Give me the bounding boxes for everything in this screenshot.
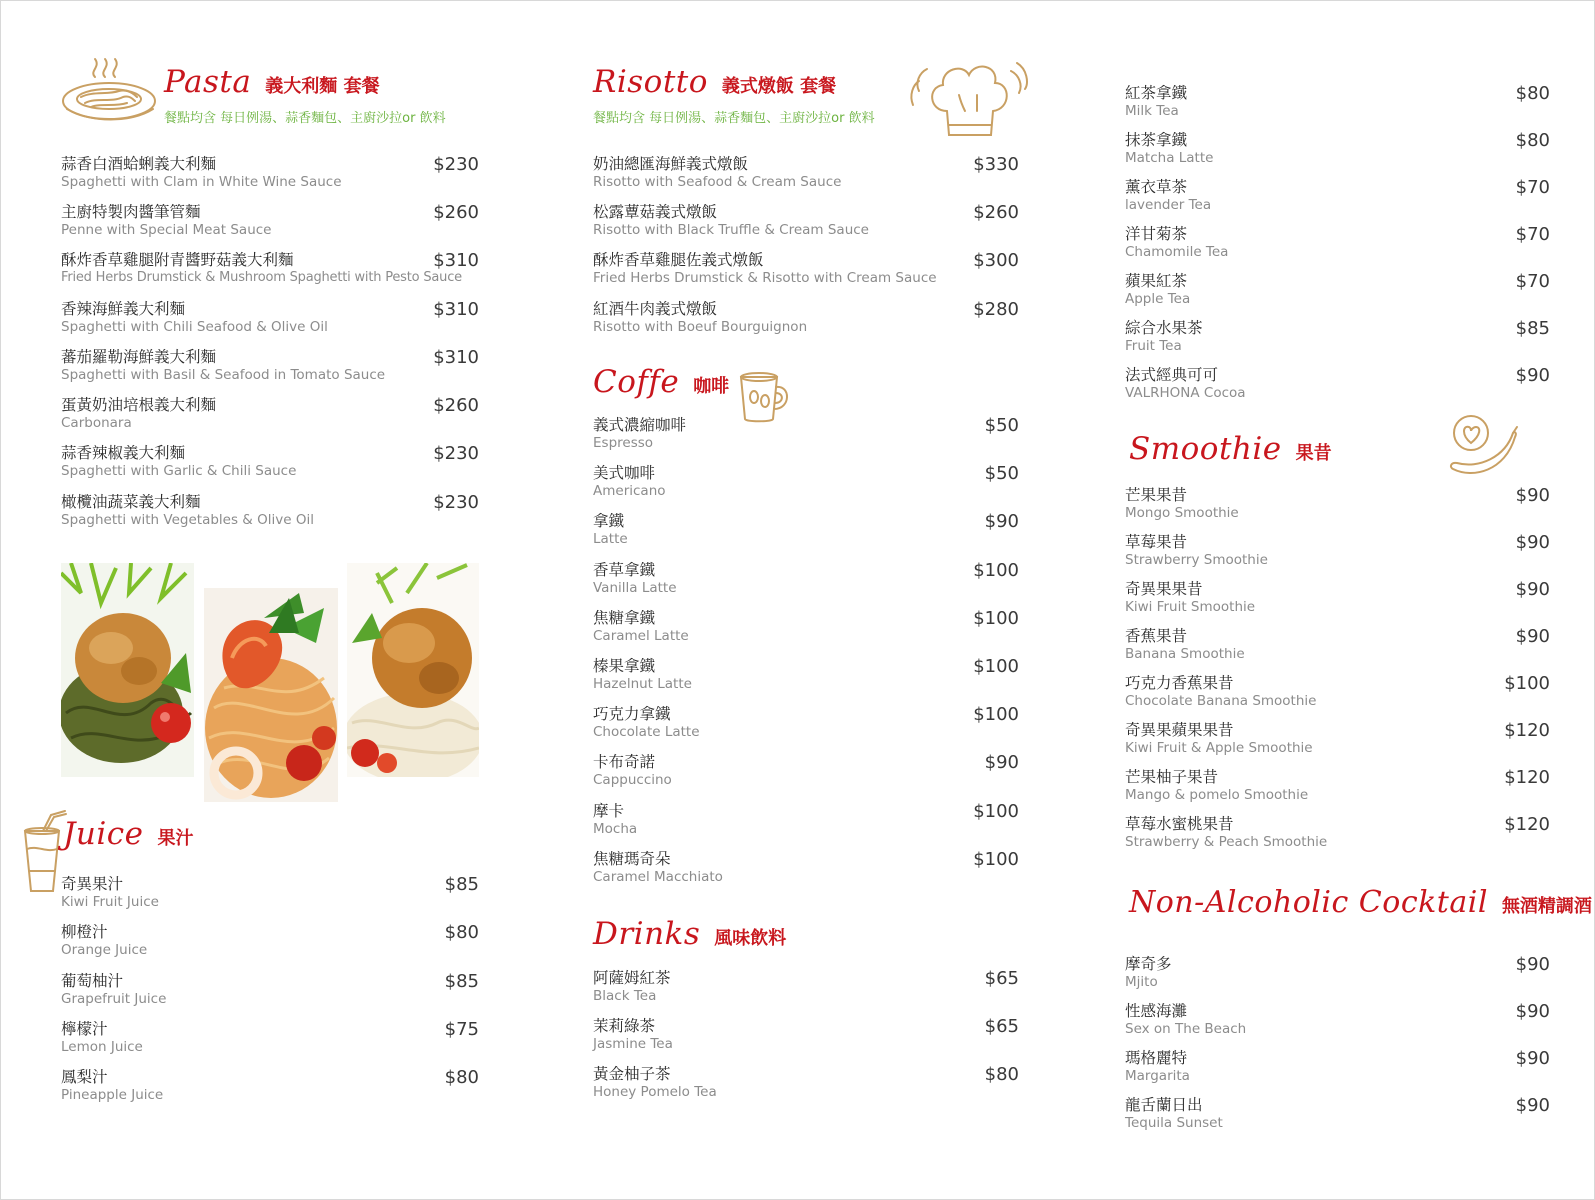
- item-price: $65: [984, 968, 1019, 989]
- menu-item: [61, 1067, 479, 1107]
- item-name-zh: 葡萄柚汁: [61, 972, 124, 990]
- pasta-title-script: Pasta: [164, 64, 252, 100]
- item-price: $230: [433, 492, 479, 513]
- coffee-title-script: Coffe: [593, 364, 680, 400]
- item-price: $280: [973, 299, 1019, 320]
- item-name-zh: 榛果拿鐵: [593, 657, 656, 675]
- menu-item: [593, 250, 1019, 290]
- item-name-zh: 焦糖瑪奇朵: [593, 850, 671, 868]
- menu-item: [593, 560, 1019, 600]
- item-name-en: Spaghetti with Clam in White Wine Sauce: [61, 174, 342, 190]
- menu-item: [593, 511, 1019, 551]
- item-price: $90: [1515, 579, 1550, 600]
- item-name-zh: 酥炸香草雞腿附青醬野菇義大利麵: [61, 251, 294, 269]
- item-name-zh: 蕃茄羅勒海鮮義大利麵: [61, 348, 217, 366]
- item-name-en: Chocolate Latte: [593, 724, 700, 740]
- menu-item: [61, 874, 479, 914]
- item-name-en: lavender Tea: [1125, 197, 1212, 213]
- item-name-en: Banana Smoothie: [1125, 646, 1245, 662]
- drinks-title-zh: 風味飲料: [714, 928, 787, 949]
- item-name-en: Fried Herbs Drumstick & Risotto with Cream Sauce: [593, 270, 937, 286]
- item-name-zh: 蒜香白酒蛤蜊義大利麵: [61, 155, 217, 173]
- item-price: $260: [433, 202, 479, 223]
- item-price: $90: [984, 752, 1019, 773]
- item-name-zh: 芒果柚子果昔: [1125, 768, 1219, 786]
- item-price: $260: [433, 395, 479, 416]
- item-name-zh: 黃金柚子茶: [593, 1065, 671, 1083]
- menu-item: [1125, 318, 1550, 358]
- item-price: $300: [973, 250, 1019, 271]
- juice-title-script: Juice: [63, 816, 144, 852]
- item-name-zh: 巧克力香蕉果昔: [1125, 674, 1234, 692]
- fried-chicken-risotto-photo: [347, 563, 479, 777]
- item-name-en: Spaghetti with Basil & Seafood in Tomato Sauce: [61, 367, 386, 383]
- item-price: $100: [973, 560, 1019, 581]
- item-name-en: Margarita: [1125, 1068, 1190, 1084]
- item-name-en: Chocolate Banana Smoothie: [1125, 693, 1317, 709]
- item-name-en: Matcha Latte: [1125, 150, 1214, 166]
- item-name-zh: 摩奇多: [1125, 955, 1172, 973]
- smoothie-title-zh: 果昔: [1295, 443, 1332, 464]
- menu-item: [593, 968, 1019, 1008]
- item-name-zh: 奇異果果昔: [1125, 580, 1203, 598]
- item-name-en: Latte: [593, 531, 628, 547]
- menu-item: [593, 801, 1019, 841]
- item-name-en: Black Tea: [593, 988, 657, 1004]
- smoothie-heading: [1129, 431, 1332, 467]
- item-name-zh: 茉莉綠茶: [593, 1017, 656, 1035]
- fried-chicken-pesto-photo: [61, 563, 194, 777]
- item-name-zh: 橄欖油蔬菜義大利麵: [61, 493, 201, 511]
- item-price: $90: [1515, 485, 1550, 506]
- item-price: $90: [1515, 365, 1550, 386]
- item-price: $70: [1515, 177, 1550, 198]
- item-price: $85: [1515, 318, 1550, 339]
- item-name-en: Caramel Macchiato: [593, 869, 723, 885]
- menu-item: [61, 250, 479, 290]
- item-name-en: Risotto with Boeuf Bourguignon: [593, 319, 808, 335]
- item-name-en: Pineapple Juice: [61, 1087, 164, 1103]
- item-name-en: Spaghetti with Vegetables & Olive Oil: [61, 512, 314, 528]
- item-price: $310: [433, 299, 479, 320]
- item-price: $85: [444, 874, 479, 895]
- item-name-zh: 蘋果紅茶: [1125, 272, 1188, 290]
- menu-item: [61, 202, 479, 242]
- item-name-zh: 奇異果汁: [61, 875, 124, 893]
- item-name-zh: 卡布奇諾: [593, 753, 656, 771]
- item-price: $65: [984, 1016, 1019, 1037]
- menu-item: [593, 656, 1019, 696]
- risotto-title-script: Risotto: [593, 64, 708, 100]
- menu-item: [1125, 954, 1550, 994]
- item-name-zh: 奶油總匯海鮮義式燉飯: [593, 155, 749, 173]
- item-price: $90: [1515, 1001, 1550, 1022]
- item-price: $330: [973, 154, 1019, 175]
- menu-item: [1125, 177, 1550, 217]
- menu-item: [1125, 1095, 1550, 1135]
- item-name-zh: 芒果果昔: [1125, 486, 1188, 504]
- menu-item: [1125, 767, 1550, 807]
- item-name-en: Americano: [593, 483, 666, 499]
- pasta-heading: [164, 64, 380, 100]
- item-name-en: Mjito: [1125, 974, 1158, 990]
- item-price: $100: [973, 656, 1019, 677]
- chef-hat-icon: [911, 55, 1027, 141]
- item-name-zh: 性感海灘: [1125, 1002, 1188, 1020]
- item-price: $80: [1515, 83, 1550, 104]
- item-name-zh: 香辣海鮮義大利麵: [61, 300, 186, 318]
- item-price: $100: [973, 849, 1019, 870]
- risotto-heading: [593, 64, 837, 100]
- item-name-en: Spaghetti with Chili Seafood & Olive Oil: [61, 319, 328, 335]
- menu-item: [593, 608, 1019, 648]
- item-price: $70: [1515, 271, 1550, 292]
- item-price: $230: [433, 154, 479, 175]
- shrimp-spaghetti-photo: [204, 588, 338, 802]
- menu-item: [1125, 720, 1550, 760]
- item-price: $90: [1515, 626, 1550, 647]
- item-name-zh: 焦糖拿鐵: [593, 609, 656, 627]
- item-name-zh: 法式經典可可: [1125, 366, 1219, 384]
- drinks-title-script: Drinks: [593, 916, 701, 952]
- item-name-zh: 紅茶拿鐵: [1125, 84, 1188, 102]
- juice-title-zh: 果汁: [157, 828, 194, 849]
- menu-item: [593, 704, 1019, 744]
- item-name-en: Strawberry & Peach Smoothie: [1125, 834, 1328, 850]
- cocktail-title-script: Non-Alcoholic Cocktail: [1129, 885, 1488, 920]
- item-price: $50: [984, 415, 1019, 436]
- item-name-zh: 巧克力拿鐵: [593, 705, 671, 723]
- drinks-heading: [593, 916, 787, 952]
- item-name-en: Vanilla Latte: [593, 580, 677, 596]
- menu-item: [593, 154, 1019, 194]
- item-price: $90: [984, 511, 1019, 532]
- item-name-zh: 香草拿鐵: [593, 561, 656, 579]
- cocktail-heading: [1129, 885, 1592, 920]
- item-name-en: Lemon Juice: [61, 1039, 143, 1055]
- item-name-zh: 松露蕈菇義式燉飯: [593, 203, 718, 221]
- item-name-en: Tequila Sunset: [1125, 1115, 1223, 1131]
- item-price: $80: [984, 1064, 1019, 1085]
- item-name-zh: 義式濃縮咖啡: [593, 416, 687, 434]
- menu-item: [61, 299, 479, 339]
- item-price: $80: [444, 922, 479, 943]
- menu-item: [61, 443, 479, 483]
- item-price: $90: [1515, 1048, 1550, 1069]
- menu-item: [593, 752, 1019, 792]
- item-name-zh: 抹茶拿鐵: [1125, 131, 1188, 149]
- item-name-zh: 草莓水蜜桃果昔: [1125, 815, 1234, 833]
- item-name-en: Cappuccino: [593, 772, 672, 788]
- smoothie-title-script: Smoothie: [1129, 431, 1282, 467]
- item-name-en: Sex on The Beach: [1125, 1021, 1247, 1037]
- menu-item: [61, 971, 479, 1011]
- item-name-en: Fruit Tea: [1125, 338, 1182, 354]
- item-name-zh: 酥炸香草雞腿佐義式燉飯: [593, 251, 764, 269]
- menu-item: [593, 1016, 1019, 1056]
- menu-item: [1125, 532, 1550, 572]
- coffee-title-zh: 咖啡: [693, 376, 730, 397]
- menu-item: [61, 154, 479, 194]
- item-name-zh: 蒜香辣椒義大利麵: [61, 444, 186, 462]
- item-name-en: Strawberry Smoothie: [1125, 552, 1268, 568]
- item-price: $100: [973, 608, 1019, 629]
- item-name-en: Espresso: [593, 435, 654, 451]
- item-price: $120: [1504, 720, 1550, 741]
- item-price: $80: [444, 1067, 479, 1088]
- item-name-zh: 阿薩姆紅茶: [593, 969, 671, 987]
- item-price: $100: [973, 801, 1019, 822]
- item-name-zh: 檸檬汁: [61, 1020, 108, 1038]
- item-name-en: Chamomile Tea: [1125, 244, 1229, 260]
- item-name-zh: 綜合水果茶: [1125, 319, 1203, 337]
- item-name-zh: 鳳梨汁: [61, 1068, 108, 1086]
- menu-item: [1125, 485, 1550, 525]
- menu-item: [593, 463, 1019, 503]
- pasta-plate-icon: [61, 57, 161, 127]
- menu-item: [1125, 224, 1550, 264]
- item-name-en: Fried Herbs Drumstick & Mushroom Spaghetti with Pesto Sauce: [61, 270, 462, 285]
- item-name-en: Risotto with Black Truffle & Cream Sauce: [593, 222, 869, 238]
- menu-item: [1125, 579, 1550, 619]
- item-price: $230: [433, 443, 479, 464]
- juice-heading: [63, 816, 194, 852]
- item-name-zh: 柳橙汁: [61, 923, 108, 941]
- pasta-title-zh: 義大利麵 套餐: [265, 76, 380, 97]
- menu-item: [1125, 673, 1550, 713]
- menu-item: [1125, 814, 1550, 854]
- item-name-zh: 拿鐵: [593, 512, 625, 530]
- item-name-en: Caramel Latte: [593, 628, 689, 644]
- item-name-zh: 龍舌蘭日出: [1125, 1096, 1203, 1114]
- menu-item: [61, 1019, 479, 1059]
- item-name-zh: 紅酒牛肉義式燉飯: [593, 300, 718, 318]
- item-price: $50: [984, 463, 1019, 484]
- item-name-en: Mango & pomelo Smoothie: [1125, 787, 1309, 803]
- item-name-en: Mocha: [593, 821, 638, 837]
- menu-item: [1125, 1001, 1550, 1041]
- item-name-en: Hazelnut Latte: [593, 676, 692, 692]
- item-name-zh: 洋甘菊茶: [1125, 225, 1188, 243]
- cocktail-title-zh: 無酒精調酒: [1501, 896, 1592, 917]
- item-name-en: Risotto with Seafood & Cream Sauce: [593, 174, 842, 190]
- item-price: $120: [1504, 814, 1550, 835]
- menu-item: [593, 202, 1019, 242]
- menu-item: [593, 1064, 1019, 1104]
- item-price: $310: [433, 250, 479, 271]
- risotto-title-zh: 義式燉飯 套餐: [721, 76, 837, 97]
- item-name-zh: 主廚特製肉醬筆管麵: [61, 203, 201, 221]
- menu-item: [1125, 626, 1550, 666]
- item-name-en: Kiwi Fruit Juice: [61, 894, 159, 910]
- item-price: $260: [973, 202, 1019, 223]
- item-name-zh: 香蕉果昔: [1125, 627, 1188, 645]
- pasta-set-note: 餐點均含 每日例湯、蒜香麵包、主廚沙拉or 飲料: [164, 111, 446, 126]
- item-name-en: Kiwi Fruit & Apple Smoothie: [1125, 740, 1313, 756]
- item-name-zh: 美式咖啡: [593, 464, 656, 482]
- item-name-zh: 草莓果昔: [1125, 533, 1188, 551]
- item-price: $100: [1504, 673, 1550, 694]
- menu-item: [61, 922, 479, 962]
- menu-item: [1125, 83, 1550, 123]
- banana-heart-icon: [1449, 413, 1521, 481]
- item-price: $100: [973, 704, 1019, 725]
- item-price: $70: [1515, 224, 1550, 245]
- menu-item: [61, 395, 479, 435]
- item-name-zh: 蛋黃奶油培根義大利麵: [61, 396, 217, 414]
- item-name-en: Grapefruit Juice: [61, 991, 167, 1007]
- menu-item: [1125, 365, 1550, 405]
- item-name-en: Orange Juice: [61, 942, 148, 958]
- menu-item: [61, 347, 479, 387]
- item-name-zh: 瑪格麗特: [1125, 1049, 1188, 1067]
- menu-item: [1125, 130, 1550, 170]
- item-price: $90: [1515, 954, 1550, 975]
- item-price: $90: [1515, 532, 1550, 553]
- menu-item: [593, 415, 1019, 455]
- item-name-en: Jasmine Tea: [593, 1036, 673, 1052]
- item-name-en: Milk Tea: [1125, 103, 1179, 119]
- item-name-en: Honey Pomelo Tea: [593, 1084, 717, 1100]
- item-name-en: VALRHONA Cocoa: [1125, 385, 1246, 401]
- item-price: $80: [1515, 130, 1550, 151]
- item-price: $75: [444, 1019, 479, 1040]
- item-name-zh: 薰衣草茶: [1125, 178, 1188, 196]
- item-price: $85: [444, 971, 479, 992]
- menu-item: [1125, 271, 1550, 311]
- menu-item: [593, 849, 1019, 889]
- item-price: $310: [433, 347, 479, 368]
- item-name-en: Carbonara: [61, 415, 132, 431]
- menu-item: [61, 492, 479, 532]
- item-name-en: Apple Tea: [1125, 291, 1191, 307]
- item-name-zh: 奇異果蘋果果昔: [1125, 721, 1234, 739]
- item-price: $90: [1515, 1095, 1550, 1116]
- risotto-set-note: 餐點均含 每日例湯、蒜香麵包、主廚沙拉or 飲料: [593, 111, 875, 126]
- coffee-heading: [593, 364, 730, 400]
- item-name-en: Kiwi Fruit Smoothie: [1125, 599, 1256, 615]
- menu-item: [1125, 1048, 1550, 1088]
- item-name-en: Penne with Special Meat Sauce: [61, 222, 272, 238]
- item-price: $120: [1504, 767, 1550, 788]
- item-name-zh: 摩卡: [593, 802, 625, 820]
- item-name-en: Mongo Smoothie: [1125, 505, 1239, 521]
- menu-item: [593, 299, 1019, 339]
- item-name-en: Spaghetti with Garlic & Chili Sauce: [61, 463, 297, 479]
